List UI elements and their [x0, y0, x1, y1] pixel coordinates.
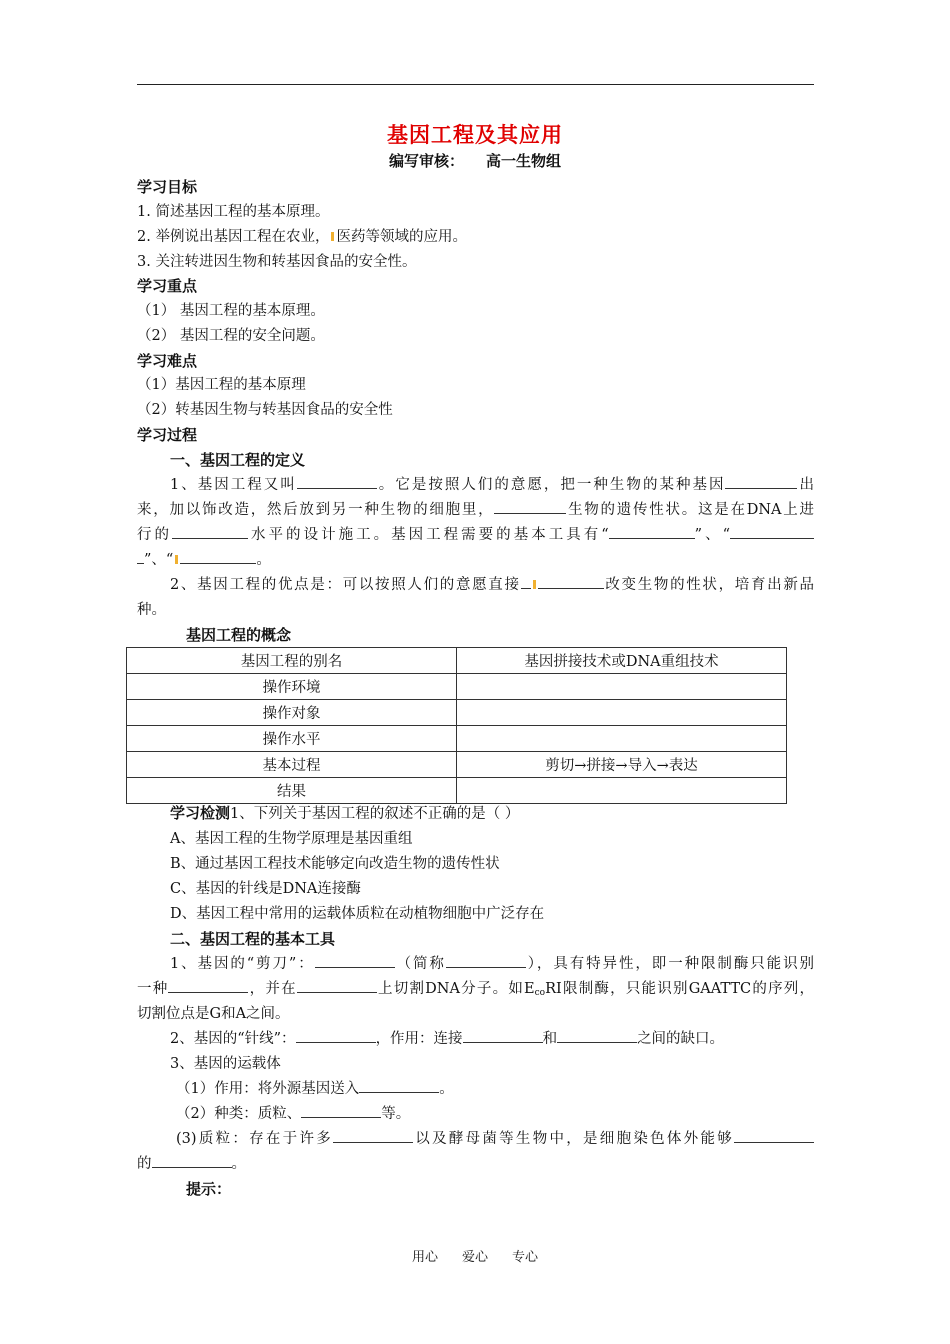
table-cell: 操作环境 [127, 674, 457, 700]
objective-item: 1. 简述基因工程的基本原理。 [137, 204, 330, 220]
fill-blank[interactable] [333, 1128, 413, 1143]
concept-heading: 基因工程的概念 [186, 626, 292, 644]
table-row [127, 700, 787, 726]
fill-blank[interactable] [609, 524, 695, 539]
table-cell: 结果 [127, 778, 457, 804]
table-cell: 基本过程 [127, 752, 457, 778]
fill-blank[interactable] [315, 953, 395, 968]
subtitle-label: 编写审核： [388, 152, 464, 170]
table-row [127, 752, 787, 778]
fill-blank[interactable] [359, 1078, 439, 1093]
fill-blank[interactable] [463, 1028, 543, 1043]
table-cell: 基因工程的别名 [127, 648, 457, 674]
table-cell: 操作水平 [127, 726, 457, 752]
table-cell: 剪切→拼接→导入→表达 [457, 752, 787, 778]
check-option: B、通过基因工程技术能够定向改造生物的遗传性状 [170, 856, 500, 872]
section2-paragraph: 3、基因的运载体 [170, 1056, 281, 1072]
table-row [127, 778, 787, 804]
annotation-mark [175, 555, 178, 564]
table-row [127, 648, 787, 674]
section1-paragraph: 来，加以饰改造，然后放到另一种生物的细胞里， 生物的遗传性状。这是在DNA上进 [137, 499, 814, 521]
objectives-heading: 学习目标 [137, 178, 198, 196]
section1-paragraph: 1、基因工程又叫 。它是按照人们的意愿，把一种生物的某种基因 出 [170, 474, 814, 496]
table-cell: 基因拼接技术或DNA重组技术 [457, 648, 787, 674]
section2-paragraph: （2）种类：质粒、 等。 [176, 1103, 853, 1125]
difficulty-heading: 学习难点 [137, 352, 198, 370]
section2-heading: 二、基因工程的基本工具 [170, 930, 336, 948]
fill-blank[interactable] [538, 574, 604, 589]
fill-blank[interactable] [521, 574, 531, 589]
check-question: 学习检测1、下列关于基因工程的叙述不正确的是（ ） [170, 804, 520, 822]
subtitle-author: 高一生物组 [486, 152, 562, 170]
header-rule [137, 84, 814, 85]
fill-blank[interactable] [297, 474, 377, 489]
concept-table [126, 647, 787, 804]
footer-text: 专心 [512, 1250, 539, 1265]
section2-paragraph: 一种 ，并在 上切割DNA分子。如$E_{co}RI$限制酶，只能识别GAATTC的序列， [137, 978, 814, 1004]
section1-advantage: 2、基因工程的优点是：可以按照人们的意愿直接 改变生物的性状，培育出新品 [170, 574, 814, 596]
fill-blank[interactable] [172, 524, 248, 539]
section1-paragraph: ”、“ 。 [137, 549, 814, 571]
section1-heading: 一、基因工程的定义 [170, 451, 306, 469]
focus-item: （2） 基因工程的安全问题。 [137, 328, 325, 344]
fill-blank[interactable] [168, 978, 248, 993]
section2-paragraph: 1、基因的“剪刀”： （简称 ），具有特异性，即一种限制酶只能识别 [170, 953, 814, 975]
section2-paragraph: （1）作用：将外源基因送入 。 [176, 1078, 853, 1100]
process-heading: 学习过程 [137, 426, 198, 444]
footer-text: 用心 [411, 1250, 438, 1265]
fill-blank[interactable] [297, 978, 377, 993]
fill-blank[interactable] [725, 474, 797, 489]
table-cell [457, 700, 787, 726]
difficulty-item: （2）转基因生物与转基因食品的安全性 [137, 402, 393, 418]
fill-blank[interactable] [180, 549, 256, 564]
annotation-mark [331, 232, 334, 241]
table-cell [457, 726, 787, 752]
fill-blank[interactable] [137, 549, 144, 564]
section1-advantage: 种。 [137, 602, 166, 618]
fill-blank[interactable] [296, 1028, 376, 1043]
check-option: C、基因的针线是DNA连接酶 [170, 881, 361, 897]
annotation-mark [533, 580, 536, 589]
fill-blank[interactable] [730, 524, 814, 539]
fill-blank[interactable] [301, 1103, 381, 1118]
table-row [127, 726, 787, 752]
hint-label: 提示： [186, 1180, 232, 1198]
section1-paragraph: 行的 水平的设计施工。基因工程需要的基本工具有“ ”、“ [137, 524, 814, 546]
difficulty-item: （1）基因工程的基本原理 [137, 377, 306, 393]
fill-blank[interactable] [494, 499, 566, 514]
table-cell [457, 674, 787, 700]
focus-item: （1） 基因工程的基本原理。 [137, 303, 325, 319]
page-footer [0, 1248, 950, 1268]
table-cell [457, 778, 787, 804]
objective-item: 3. 关注转进因生物和转基因食品的安全性。 [137, 254, 417, 270]
fill-blank[interactable] [152, 1153, 232, 1168]
focus-heading: 学习重点 [137, 277, 198, 295]
table-row [127, 674, 787, 700]
section2-paragraph: 的 。 [137, 1153, 814, 1175]
section2-paragraph: 切割位点是G和A之间。 [137, 1006, 290, 1022]
check-heading: 学习检测 [170, 804, 231, 822]
page-title: 基因工程及其应用 [387, 123, 563, 147]
check-option: A、基因工程的生物学原理是基因重组 [170, 831, 413, 847]
fill-blank[interactable] [557, 1028, 637, 1043]
page-subtitle [0, 150, 950, 172]
objective-item: 2. 举例说出基因工程在农业， 医药等领域的应用。 [137, 229, 467, 245]
table-cell: 操作对象 [127, 700, 457, 726]
check-option: D、基因工程中常用的运载体质粒在动植物细胞中广泛存在 [170, 906, 545, 922]
section2-paragraph: 2、基因的“针线”： ，作用：连接 和 之间的缺口。 [170, 1028, 814, 1050]
fill-blank[interactable] [734, 1128, 814, 1143]
footer-text: 爱心 [461, 1250, 488, 1265]
fill-blank[interactable] [446, 953, 526, 968]
section2-paragraph: (3)质粒：存在于许多 以及酵母菌等生物中，是细胞染色体外能够 [176, 1128, 814, 1150]
